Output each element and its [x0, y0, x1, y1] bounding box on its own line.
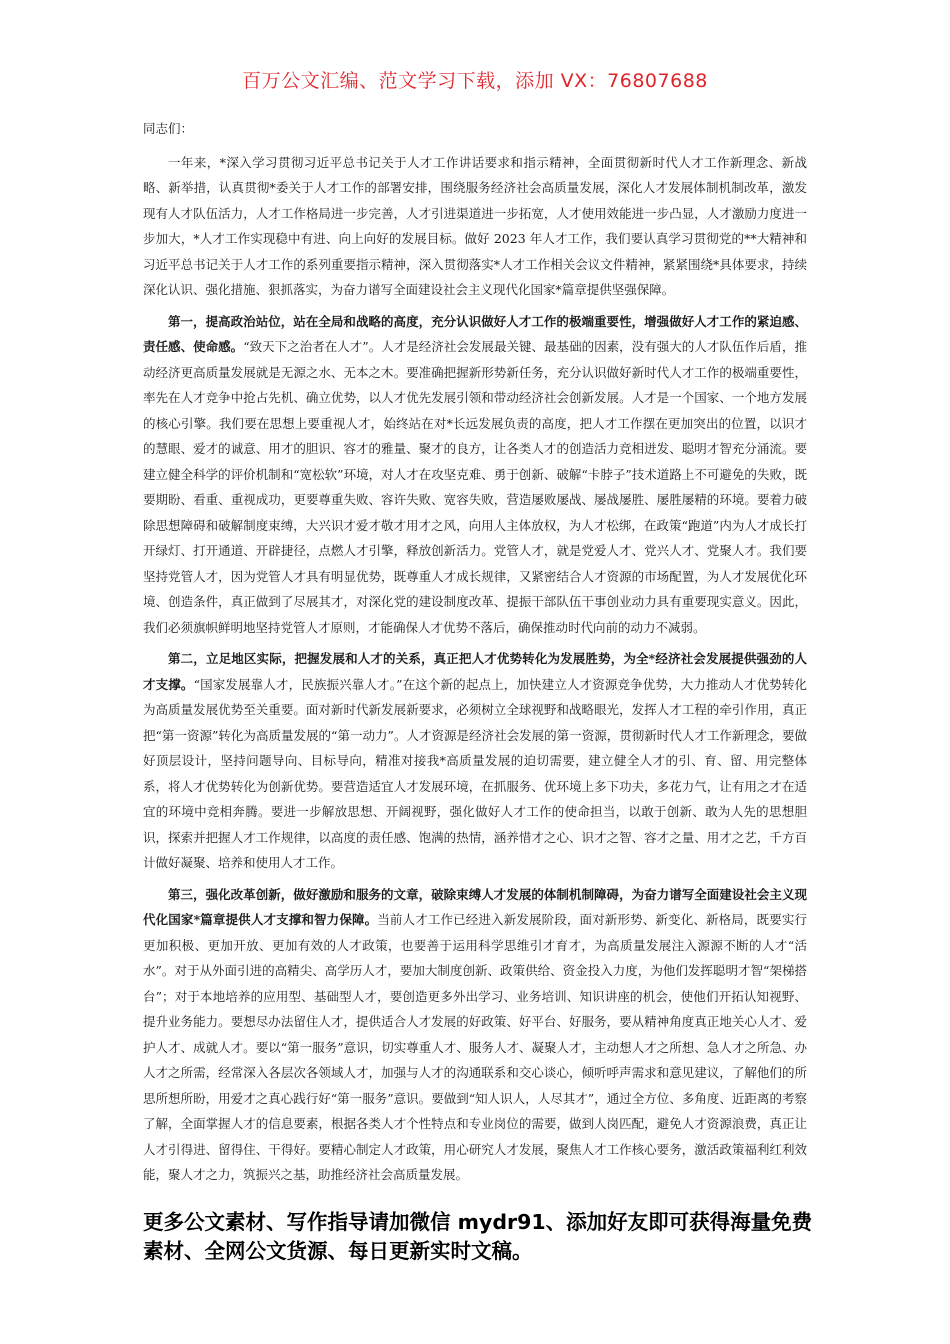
paragraph-third	[143, 882, 807, 1188]
paragraph-lead: 第一，提高政治站位，站在全局和战略的高度，充分认识做好人才工作的极端重要性，增强做好人才工作的紧迫感、责任感、使命感。	[143, 313, 807, 354]
paragraph-second	[143, 646, 807, 876]
paragraph-text: 当前人才工作已经进入新发展阶段，面对新形势、新变化、新格局，既要实行更加积极、更加开放、更加有效的人才政策，也要善于运用科学思维引才育才，为高质量发展注入源源不断的人才“活水”。对于从外面引进的高精尖、高学历人才，要加大制度创新、政策供给、资金投入力度，为他们发挥聪明才智“架梯搭台”；对于本地培养的应用型、基础型人才，要创造更多外出学习、业务培训、知识讲座的机会，使他们开拓认知视野、提升业务能力。要想尽办法留住人才，提供适合人才发展的好政策、好平台、好服务，要从精神角度真正地关心人才、爱护人才、成就人才。要以“第一服务”意识，切实尊重人才、服务人才、凝聚人才，主动想人才之所想、急人才之所急、办人才之所需，经常深入各层次各领域人才，加强与人才的沟通联系和交心谈心，倾听呼声需求和意见建议，了解他们的所思所想所盼，用爱才之真心践行好“第一服务”意识。要做到“知人识人，人尽其才”，通过全方位、多角度、近距离的考察了解，全面掌握人才的信息要素，根据各类人才个性特点和专业岗位的需要，做到人岗匹配，避免人才资源浪费，真正让人才引得进、留得住、干得好。要精心制定人才政策，用心研究人才发展，聚焦人才工作核心要务，激活政策福利红利效能，聚人才之力，筑振兴之基，助推经济社会高质量发展。	[143, 912, 807, 1182]
document-body	[143, 116, 807, 1194]
paragraph-first	[143, 309, 807, 641]
paragraph-text: 一年来，*深入学习贯彻习近平总书记关于人才工作讲话要求和指示精神，全面贯彻新时代人才工作新理念、新战略、新举措，认真贯彻*委关于人才工作的部署安排，围绕服务经济社会高质量发展，深化人才发展体制机制改革，激发现有人才队伍活力，人才工作格局进一步完善，人才引进渠道进一步拓宽，人才使用效能进一步凸显，人才激励力度进一步加大，*人才工作实现稳中有进、向上向好的发展目标。做好 2023 年人才工作，我们要认真学习贯彻党的**大精神和习近平总书记关于人才工作的系列重要指示精神，深入贯彻落实*人才工作相关会议文件精神，紧紧围绕*具体要求，持续深化认识、强化措施、狠抓落实，为奋力谱写全面建设社会主义现代化国家*篇章提供坚强保障。	[143, 154, 807, 297]
paragraph-text: “致天下之治者在人才”。人才是经济社会发展最关键、最基础的因素，没有强大的人才队伍作后盾，推动经济更高质量发展就是无源之水、无本之木。要准确把握新形势新任务，充分认识做好新时代人才工作的极端重要性，率先在人才竞争中抢占先机、确立优势，以人才优先发展引领和带动经济社会创新发展。人才是一个国家、一个地方发展的核心引擎。我们要在思想上要重视人才，始终站在对*长远发展负责的高度，把人才工作摆在更加突出的位置，以识才的慧眼、爱才的诚意、用才的胆识、容才的雅量、聚才的良方，让各类人才的创造活力竞相迸发、聪明才智充分涌流。要建立健全科学的评价机制和“宽松软”环境，对人才在攻坚克难、勇于创新、破解“卡脖子”技术道路上不可避免的失败，既要期盼、看重、重视成功，更要尊重失败、容许失败、宽容失败，营造屡败屡战、屡战屡胜、屡胜屡精的环境。要着力破除思想障碍和破解制度束缚，大兴识才爱才敬才用才之风，向用人主体放权，为人才松绑，在政策“跑道”内为人才成长打开绿灯、打开通道、开辟捷径，点燃人才引擎，释放创新活力。党管人才，就是党爱人才、党兴人才、党聚人才。我们要坚持党管人才，因为党管人才具有明显优势，既尊重人才成长规律，又紧密结合人才资源的市场配置，为人才发展优化环境、创造条件，真正做到了尽展其才，对深化党的建设制度改革、提振干部队伍干事创业动力具有重要现实意义。因此，我们必须旗帜鲜明地坚持党管人才原则，才能确保人才优势不落后，确保推动时代向前的动力不减弱。	[143, 339, 807, 635]
paragraph-text: “国家发展靠人才，民族振兴靠人才。”在这个新的起点上，加快建立人才资源竞争优势，大力推动人才优势转化为高质量发展优势至关重要。面对新时代新发展新要求，必须树立全球视野和战略眼光，发挥人才工程的牵引作用，真正把“第一资源”转化为高质量发展的“第一动力”。人才资源是经济社会发展的第一资源，贯彻新时代人才工作新理念，要做好顶层设计，坚持问题导向、目标导向，精准对接我*高质量发展的迫切需要，建立健全人才的引、育、留、用完整体系，将人才优势转化为创新优势。要营造适宜人才发展环境，在抓服务、优环境上多下功夫，多花力气，让有用之才在适宜的环境中竞相奔腾。要进一步解放思想、开阔视野，强化做好人才工作的使命担当，以敢于创新、敢为人先的思想胆识，探索并把握人才工作规律，以高度的责任感、饱满的热情，涵养惜才之心、识才之智、容才之量、用才之艺，千方百计做好凝聚、培养和使用人才工作。	[143, 676, 807, 870]
paragraph-lead: 第三，强化改革创新，做好激励和服务的文章，破除束缚人才发展的体制机制障碍，为奋力谱写全面建设社会主义现代化国家*篇章提供人才支撑和智力保障。	[143, 886, 807, 927]
footer-promo: 更多公文素材、写作指导请加微信 mydr91、添加好友即可获得海量免费素材、全网公文货源、每日更新实时文稿。	[143, 1210, 813, 1263]
salutation: 同志们：	[143, 121, 194, 136]
header-banner: 百万公文汇编、范文学习下载，添加 VX：76807688	[242, 70, 708, 92]
paragraph-intro	[143, 150, 807, 303]
paragraph-lead: 第二，立足地区实际，把握发展和人才的关系，真正把人才优势转化为发展胜势，为全*经济社会发展提供强劲的人才支撑。	[143, 651, 807, 692]
